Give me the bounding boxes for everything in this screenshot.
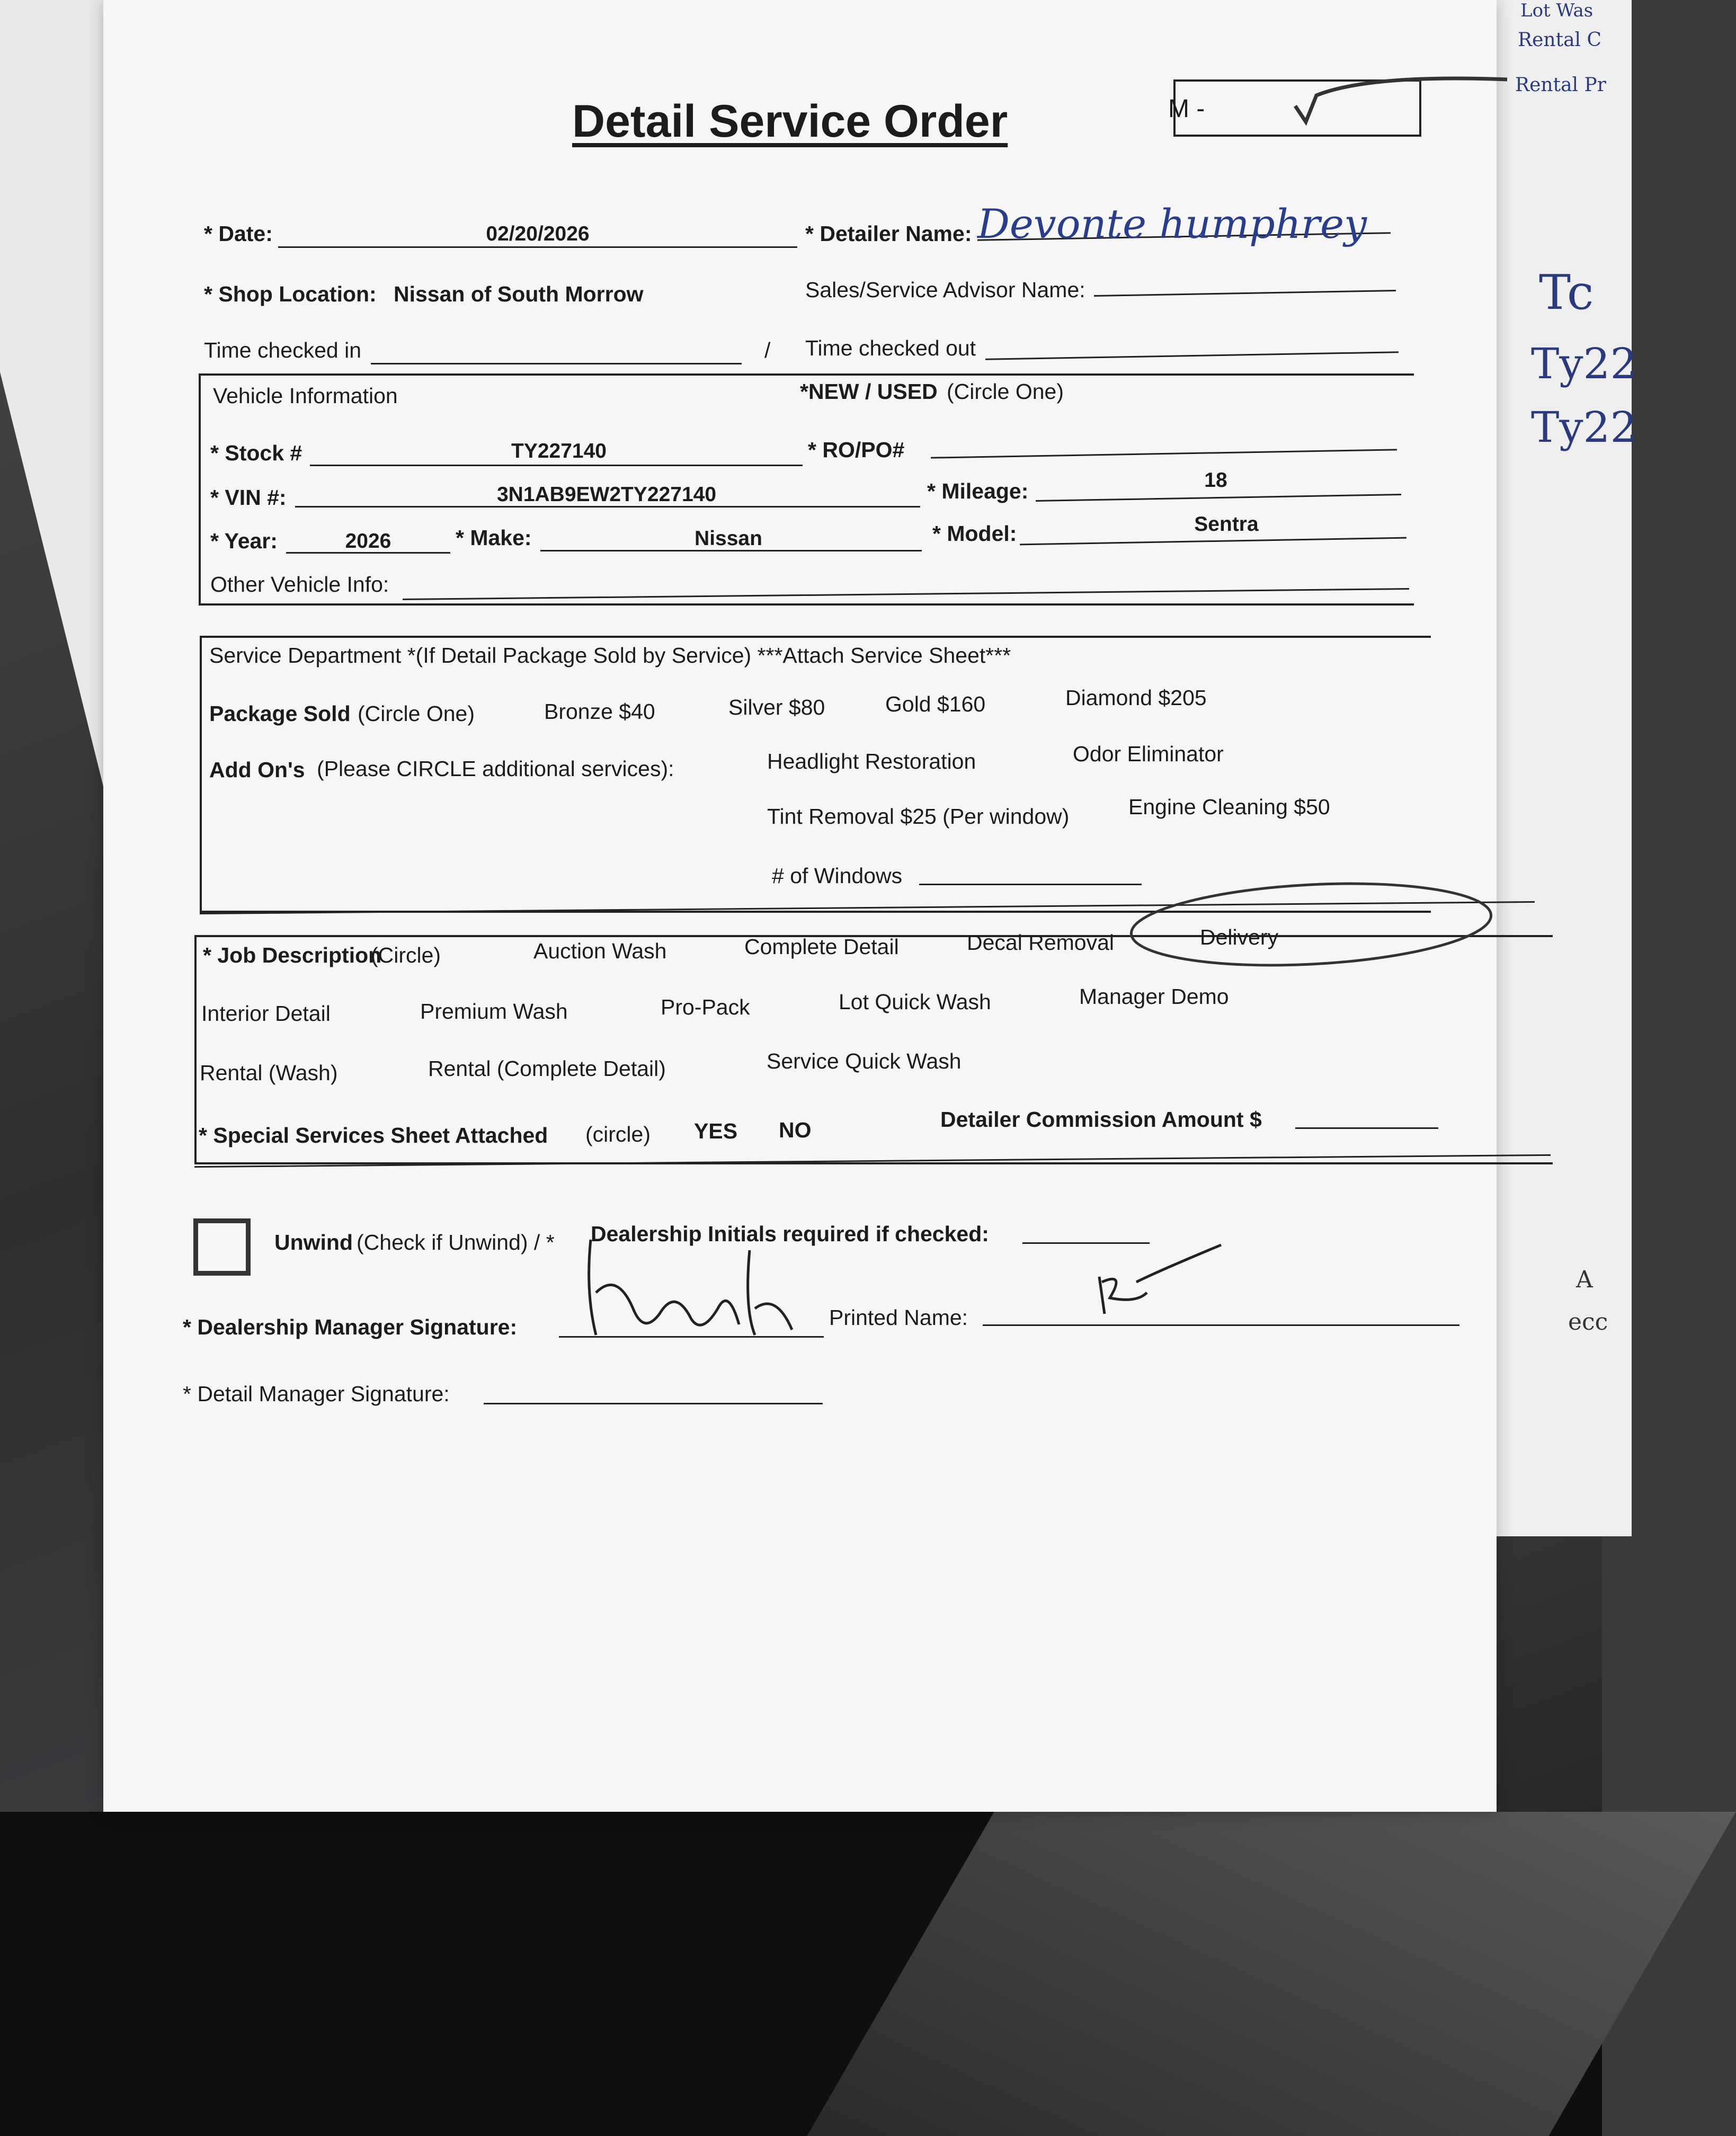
detail-manager-signature-line[interactable] — [484, 1403, 823, 1404]
detail-manager-signature-label: * Detail Manager Signature: — [183, 1382, 450, 1406]
printed-name-label: Printed Name: — [829, 1305, 968, 1330]
vehicle-info-label: Vehicle Information — [213, 384, 398, 408]
addon-tint-removal[interactable]: Tint Removal $25 (Per window) — [767, 804, 1070, 829]
date-label: * Date: — [204, 221, 273, 246]
stock-label: * Stock # — [210, 441, 302, 465]
bg-handwriting: Ty22 — [1531, 339, 1637, 388]
addon-engine-cleaning[interactable]: Engine Cleaning $50 — [1128, 795, 1330, 819]
m-box-label: M - — [1168, 95, 1205, 123]
ro-po-label: * RO/PO# — [808, 438, 905, 462]
other-info-label: Other Vehicle Info: — [210, 572, 389, 597]
initials-label: Dealership Initials required if checked: — [591, 1222, 989, 1246]
job-premium-wash[interactable]: Premium Wash — [420, 999, 568, 1024]
package-label: Package Sold — [209, 701, 351, 726]
time-out-line[interactable] — [985, 351, 1399, 360]
special-yes[interactable]: YES — [694, 1119, 738, 1143]
stock-line — [310, 465, 803, 466]
job-hint: (Circle) — [371, 943, 441, 967]
time-out-label: Time checked out — [805, 336, 976, 360]
package-silver[interactable]: Silver $80 — [728, 695, 825, 719]
make-value[interactable]: Nissan — [695, 527, 762, 550]
date-line — [278, 246, 797, 248]
windows-line[interactable] — [919, 884, 1142, 885]
year-label: * Year: — [210, 529, 278, 553]
windows-label: # of Windows — [772, 864, 903, 888]
make-label: * Make: — [456, 526, 532, 550]
mileage-label: * Mileage: — [927, 479, 1029, 503]
bg-handwriting: Tc — [1539, 265, 1594, 321]
addons-label: Add On's — [209, 758, 305, 782]
time-in-line[interactable] — [371, 363, 742, 364]
job-pro-pack[interactable]: Pro-Pack — [661, 995, 750, 1019]
stock-value[interactable]: TY227140 — [511, 440, 607, 462]
detailer-label: * Detailer Name: — [805, 221, 972, 246]
commission-line[interactable] — [1295, 1127, 1438, 1129]
bg-text: Lot Was — [1520, 0, 1593, 21]
addon-headlight[interactable]: Headlight Restoration — [767, 749, 976, 773]
vin-value[interactable]: 3N1AB9EW2TY227140 — [496, 483, 717, 506]
service-header: Service Department *(If Detail Package Sold by Service) ***Attach Service Sheet*** — [209, 643, 1011, 668]
job-complete-detail[interactable]: Complete Detail — [744, 934, 899, 959]
manager-signature-mark — [575, 1229, 850, 1346]
detailer-handwritten-name[interactable]: Devonte humphrey — [977, 200, 1367, 247]
job-rental-wash[interactable]: Rental (Wash) — [200, 1061, 338, 1085]
unwind-checkbox[interactable] — [193, 1218, 251, 1276]
bg-text: Rental Pr — [1515, 74, 1606, 96]
date-value[interactable]: 02/20/2026 — [486, 222, 590, 245]
printed-name-initials-mark — [1089, 1240, 1248, 1324]
job-manager-demo[interactable]: Manager Demo — [1079, 984, 1229, 1009]
bg-text: Rental C — [1518, 29, 1602, 51]
job-label: * Job Description — [203, 943, 382, 967]
slash-separator: / — [764, 338, 771, 362]
job-decal-removal[interactable]: Decal Removal — [967, 930, 1114, 955]
checkmark-icon — [1285, 64, 1523, 138]
model-value[interactable]: Sentra — [1194, 513, 1259, 536]
advisor-label: Sales/Service Advisor Name: — [805, 278, 1085, 302]
year-value[interactable]: 2026 — [345, 530, 391, 553]
bg-text: A — [1576, 1266, 1593, 1293]
mileage-value[interactable]: 18 — [1204, 469, 1227, 492]
addons-hint: (Please CIRCLE additional services): — [317, 756, 674, 781]
manager-signature-label: * Dealership Manager Signature: — [183, 1315, 518, 1339]
job-auction-wash[interactable]: Auction Wash — [533, 939, 667, 963]
job-interior-detail[interactable]: Interior Detail — [201, 1001, 331, 1026]
package-bronze[interactable]: Bronze $40 — [544, 699, 655, 724]
background-paper-right — [1494, 0, 1637, 1536]
addon-odor[interactable]: Odor Eliminator — [1073, 742, 1224, 766]
bg-handwriting: Ty22 — [1531, 403, 1637, 452]
unwind-hint: (Check if Unwind) / * — [357, 1230, 555, 1254]
printed-name-line[interactable] — [983, 1324, 1459, 1326]
special-no[interactable]: NO — [779, 1118, 812, 1142]
new-used-hint: (Circle One) — [947, 379, 1064, 404]
job-delivery[interactable]: Delivery — [1200, 925, 1279, 949]
bg-text: ecc — [1568, 1309, 1608, 1336]
job-rental-complete[interactable]: Rental (Complete Detail) — [428, 1056, 666, 1081]
special-services-hint: (circle) — [585, 1122, 651, 1146]
shop-location-value: Nissan of South Morrow — [394, 282, 644, 306]
commission-label: Detailer Commission Amount $ — [940, 1107, 1262, 1132]
package-hint: (Circle One) — [358, 701, 475, 726]
new-used-label: *NEW / USED — [800, 379, 938, 404]
package-diamond[interactable]: Diamond $205 — [1065, 686, 1207, 710]
form-title: Detail Service Order — [572, 96, 1008, 147]
detail-service-order-sheet — [103, 0, 1497, 1812]
package-gold[interactable]: Gold $160 — [885, 692, 986, 716]
model-label: * Model: — [932, 521, 1017, 546]
job-service-quick-wash[interactable]: Service Quick Wash — [767, 1049, 962, 1073]
shop-location-label: * Shop Location: — [204, 282, 377, 306]
special-services-label: * Special Services Sheet Attached — [199, 1123, 548, 1147]
time-in-label: Time checked in — [204, 338, 361, 362]
vin-label: * VIN #: — [210, 485, 287, 510]
circled-selection-mark — [1120, 874, 1502, 975]
unwind-label: Unwind — [274, 1230, 353, 1254]
advisor-line[interactable] — [1094, 290, 1396, 297]
job-lot-quick-wash[interactable]: Lot Quick Wash — [839, 990, 991, 1014]
